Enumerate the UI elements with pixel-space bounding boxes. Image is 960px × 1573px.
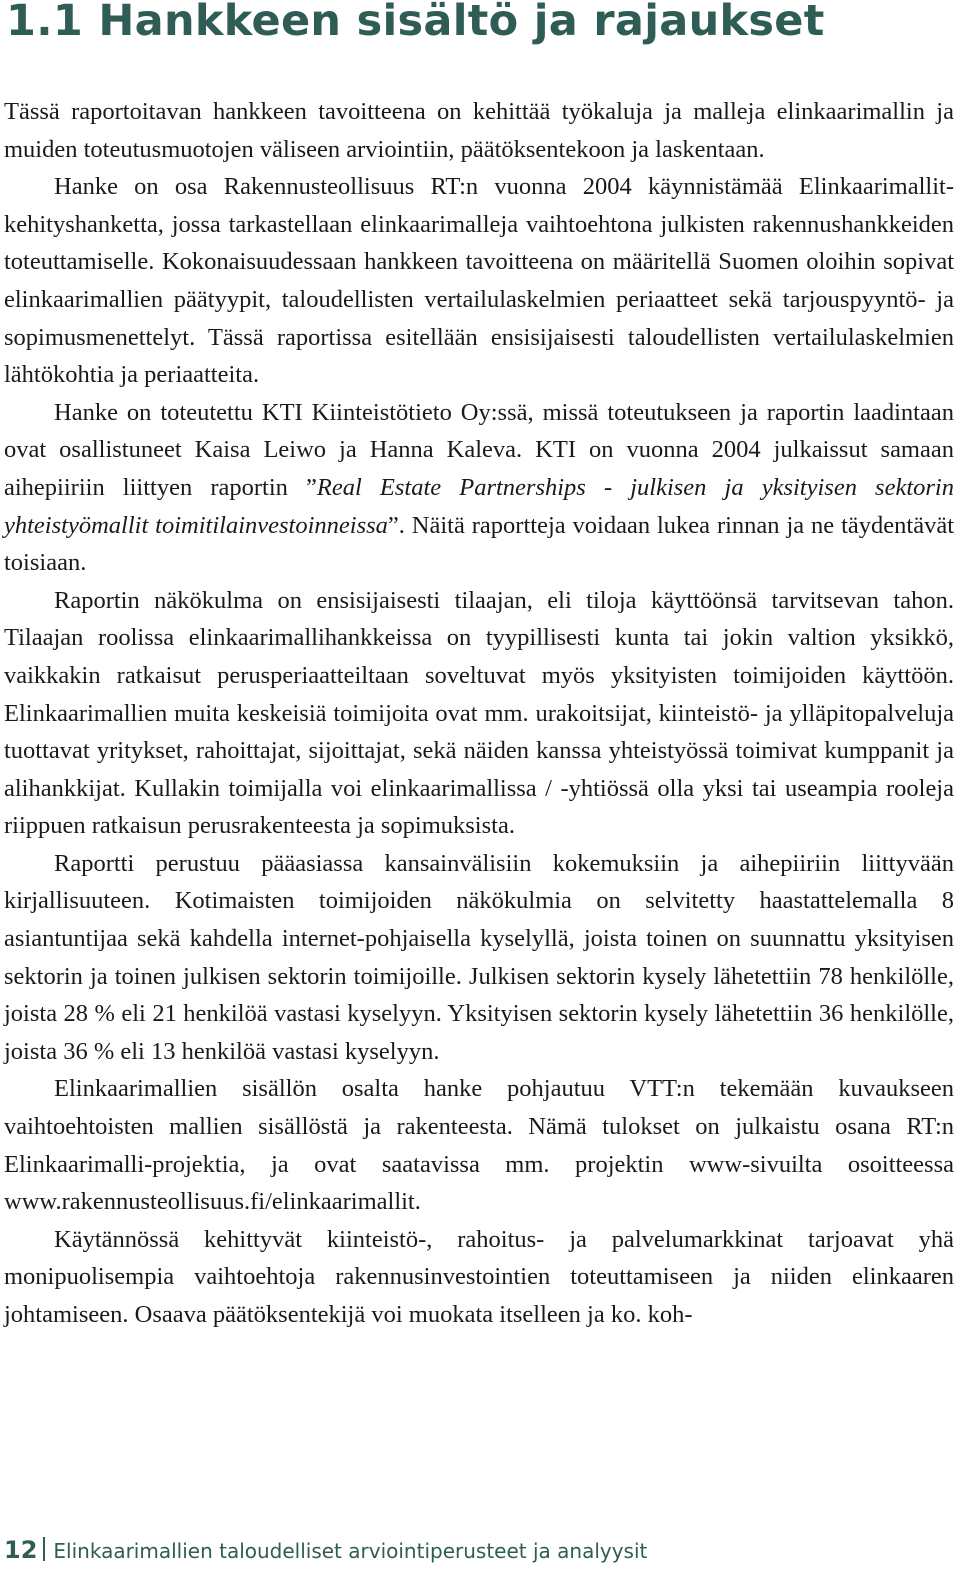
footer-divider: [43, 1537, 45, 1561]
paragraph-3-start: Hanke on toteutettu KTI Kiinteistötieto Oy:ssä, missä toteutukseen ja raportin laadintaan ovat osallistuneet Kaisa Leiwo ja Hanna Kaleva. KTI on vuonna 2004 julkaissut samaan aihepiiriin liittyen raportin ”: [4, 398, 954, 501]
paragraph-5: Raportti perustuu pääasiassa kansainvälisiin kokemuksiin ja aihepiiriin liittyvään kirjallisuuteen. Kotimaisten toimijoiden näkökulmia on selvitetty haastattelemalla 8 asiantuntijaa sekä kahdella internet-pohjaisella kyselyllä, joista toinen on suunnattu yksityisen sektorin ja toinen julkisen sektorin toimijoille. Julkisen sektorin kysely lähetettiin 78 henkilölle, joista 28 % eli 21 henkilöä vastasi kyselyyn. Yksityisen sektorin kysely lähetettiin 36 henkilölle, joista 36 % eli 13 henkilöä vastasi kyselyyn.: [4, 849, 954, 1065]
page-footer: [4, 1536, 647, 1564]
section-heading: 1.1 Hankkeen sisältö ja rajaukset: [6, 0, 825, 46]
paragraph-4: Raportin näkökulma on ensisijaisesti tilaajan, eli tiloja käyttöönsä tarvitsevan tahon. Tilaajan roolissa elinkaarimallihankkeissa on tyypillisesti kunta tai jokin valtion yksikkö, vaikkakin ratkaisut perusperiaatteiltaan soveltuvat myös yksityisten toimijoiden käyttöön. Elinkaarimallien muita keskeisiä toimijoita ovat mm. urakoitsijat, kiinteistö- ja ylläpitopalveluja tuottavat yritykset, rahoittajat, sijoittajat, sekä näiden kanssa yhteistyössä toimivat kumppanit ja alihankkijat. Kullakin toimijalla voi elinkaarimallissa / -yhtiössä olla yksi tai useampia rooleja riippuen ratkaisun perusrakenteesta ja sopimuksista.: [4, 586, 954, 840]
footer-title: Elinkaarimallien taloudelliset arviointiperusteet ja analyysit: [53, 1539, 648, 1563]
paragraph-7: Käytännössä kehittyvät kiinteistö-, rahoitus- ja palvelumarkkinat tarjoavat yhä monipuolisempia vaihtoehtoja rakennusinvestointien toteuttamiseen ja niiden elinkaaren johtamiseen. Osaava päätöksentekijä voi muokata itselleen ja ko. koh-: [4, 1225, 954, 1328]
paragraph-3: [4, 394, 954, 582]
page-number: 12: [4, 1536, 38, 1564]
paragraph-3-end: ”. Näitä raportteja voidaan lukea rinnan ja ne täydentävät toisiaan.: [4, 511, 954, 577]
paragraph-1: Tässä raportoitavan hankkeen tavoitteena on kehittää työkaluja ja malleja elinkaarimallin ja muiden toteutusmuotojen väliseen arviointiin, päätöksentekoon ja laskentaan.: [4, 98, 954, 163]
report-title-italic: Real Estate Partnerships - julkisen ja yksityisen sektorin yhteistyömallit toimitilainvestoinneissa: [4, 473, 954, 539]
paragraph-6: Elinkaarimallien sisällön osalta hanke pohjautuu VTT:n tekemään kuvaukseen vaihtoehtoisten mallien sisällöstä ja rakenteesta. Nämä tulokset on julkaistu osana RT:n Elinkaarimalli-projektia, ja ovat saatavissa mm. projektin www-sivuilta osoitteessa www.rakennusteollisuus.fi/elinkaarimallit.: [4, 1075, 954, 1216]
paragraph-2: Hanke on osa Rakennusteollisuus RT:n vuonna 2004 käynnistämää Elinkaarimallit-kehityshanketta, jossa tarkastellaan elinkaarimalleja vaihtoehtona julkisten rakennushankkeiden toteuttamiselle. Kokonaisuudessaan hankkeen tavoitteena on määritellä Suomen oloihin sopivat elinkaarimallien päätyypit, taloudellisten vertailulaskelmien periaatteet sekä tarjouspyyntö- ja sopimusmenettelyt. Tässä raportissa esitellään ensisijaisesti taloudellisten vertailulaskelmien lähtökohtia ja periaatteita.: [4, 173, 954, 389]
body-text: [4, 93, 954, 1334]
